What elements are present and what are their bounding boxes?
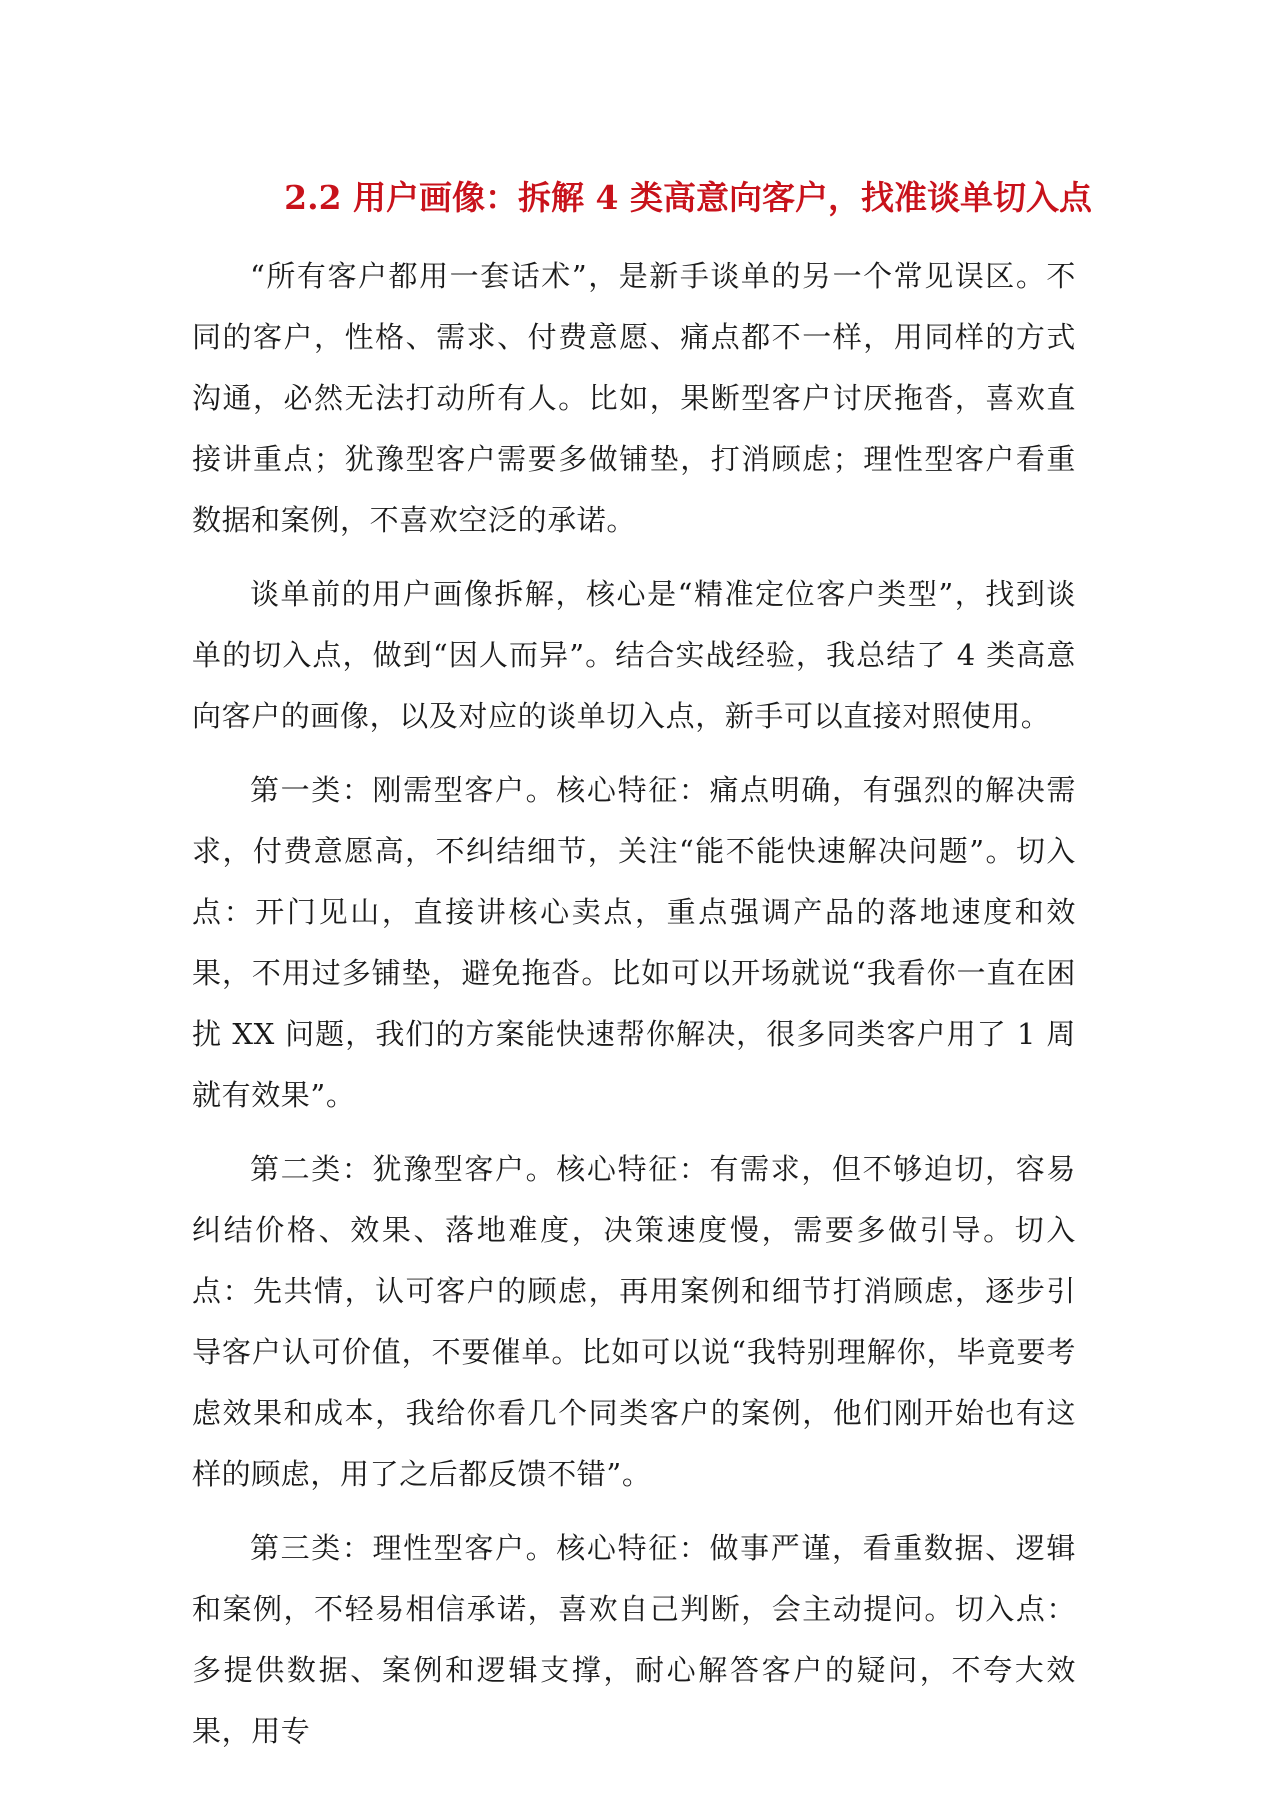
paragraph-type-1: 第一类：刚需型客户。核心特征：痛点明确，有强烈的解决需求，付费意愿高，不纠结细节，关注“能不能快速解决问题”。切入点：开门见山，直接讲核心卖点，重点强调产品的落地速度和效果，不用过多铺垫，避免拖沓。比如可以开场就说“我看你一直在困扰 XX 问题，我们的方案能快速帮你解决，很多同类客户用了 1 周就有效果”。	[192, 773, 1076, 1112]
document-body	[192, 246, 1076, 1775]
paragraph-overview: 谈单前的用户画像拆解，核心是“精准定位客户类型”，找到谈单的切入点，做到“因人而异”。结合实战经验，我总结了 4 类高意向客户的画像，以及对应的谈单切入点，新手可以直接对照使用。	[192, 577, 1076, 733]
section-heading: 2.2 用户画像：拆解 4 类高意向客户，找准谈单切入点	[284, 178, 1092, 217]
paragraph-type-2: 第二类：犹豫型客户。核心特征：有需求，但不够迫切，容易纠结价格、效果、落地难度，决策速度慢，需要多做引导。切入点：先共情，认可客户的顾虑，再用案例和细节打消顾虑，逐步引导客户认可价值，不要催单。比如可以说“我特别理解你，毕竟要考虑效果和成本，我给你看几个同类客户的案例，他们刚开始也有这样的顾虑，用了之后都反馈不错”。	[192, 1152, 1076, 1491]
paragraph-intro: “所有客户都用一套话术”，是新手谈单的另一个常见误区。不同的客户，性格、需求、付费意愿、痛点都不一样，用同样的方式沟通，必然无法打动所有人。比如，果断型客户讨厌拖沓，喜欢直接讲重点；犹豫型客户需要多做铺垫，打消顾虑；理性型客户看重数据和案例，不喜欢空泛的承诺。	[192, 259, 1076, 537]
paragraph-type-3: 第三类：理性型客户。核心特征：做事严谨，看重数据、逻辑和案例，不轻易相信承诺，喜欢自己判断，会主动提问。切入点：多提供数据、案例和逻辑支撑，耐心解答客户的疑问，不夸大效果，用专	[192, 1531, 1076, 1748]
